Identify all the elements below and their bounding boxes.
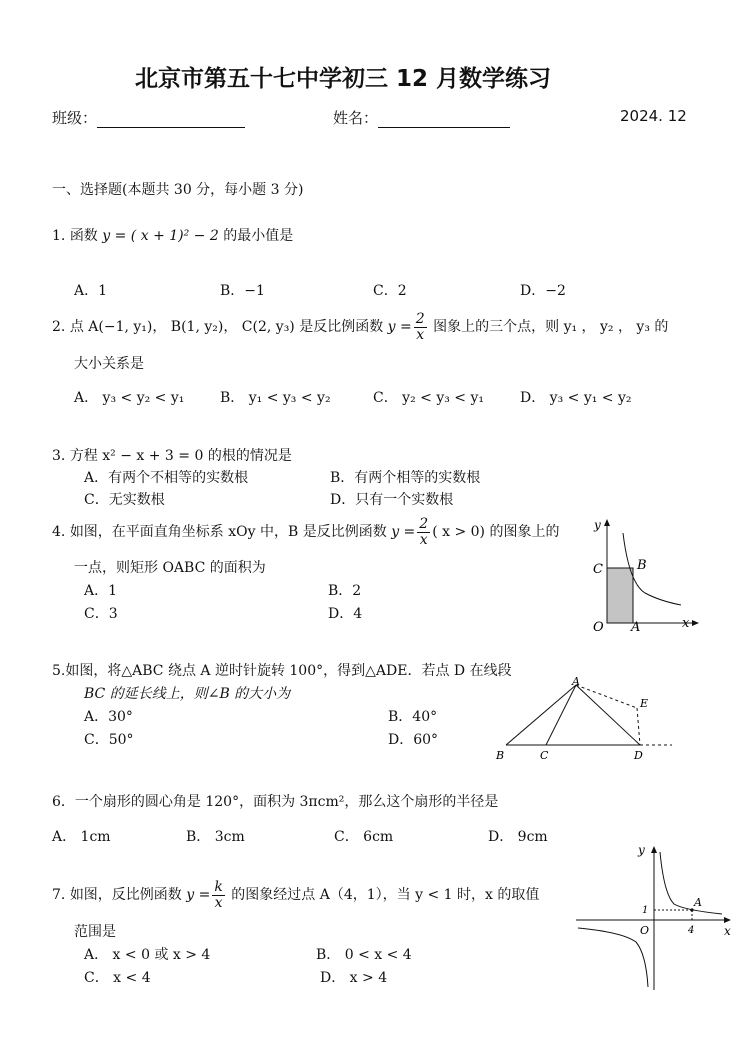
q7-curve-q1	[660, 852, 722, 914]
q1-formula: y = ( x + 1)² − 2	[102, 228, 219, 244]
q7-line2: 范围是	[74, 924, 116, 940]
name-label: 姓名：	[333, 109, 379, 127]
q7-frac-den: x	[214, 894, 223, 911]
q4-option-c[interactable]: C．3	[84, 606, 118, 622]
q3-option-c[interactable]: C．无实数根	[84, 492, 165, 508]
section-heading: 一、选择题(本题共 30 分，每小题 3 分)	[52, 182, 304, 198]
class-blank[interactable]	[97, 113, 245, 128]
q4-rectangle-oabc	[607, 568, 633, 623]
q4-option-d[interactable]: D．4	[328, 606, 363, 622]
q5-figure	[490, 675, 680, 767]
q5-option-c[interactable]: C．50°	[84, 732, 134, 748]
q4-option-a[interactable]: A．1	[84, 583, 118, 599]
q7-label-y: y	[638, 843, 645, 857]
q4-frac-num: 2	[419, 515, 429, 532]
q7-label-one: 1	[642, 905, 649, 916]
q5-label-d: D	[634, 749, 643, 762]
q2-option-b[interactable]: B． y₁ < y₃ < y₂	[220, 390, 331, 406]
q4-figure	[585, 515, 705, 637]
q4-label-b: B	[637, 558, 647, 573]
q1-suffix: 的最小值是	[223, 228, 294, 244]
q2-func-lhs: y =	[387, 319, 412, 335]
q4-y-arrow	[604, 519, 610, 526]
question-2-stem	[52, 310, 668, 344]
q7-option-b[interactable]: B． 0 < x < 4	[316, 947, 412, 963]
q7-label-x: x	[724, 924, 731, 938]
q6-option-b[interactable]: B． 3cm	[186, 829, 245, 845]
q2-points: 点 A(−1, y₁)， B(1, y₂)， C(2, y₃)	[69, 319, 295, 335]
class-label: 班级：	[52, 109, 98, 127]
q2-number: 2.	[52, 319, 66, 335]
q4-line2: 一点，则矩形 OABC 的面积为	[74, 560, 266, 576]
question-6-stem: 6．一个扇形的圆心角是 120°，面积为 3πcm²，那么这个扇形的半径是	[52, 794, 499, 810]
q7-curve-q3	[578, 928, 648, 987]
q7-option-d[interactable]: D． x > 4	[320, 970, 388, 986]
q6-option-c[interactable]: C． 6cm	[334, 829, 394, 845]
q1-number: 1.	[52, 228, 66, 244]
q5-label-b: B	[496, 749, 505, 762]
exam-date: 2024. 12	[620, 107, 687, 125]
q7-label-o: O	[640, 924, 650, 937]
q1-prefix: 函数	[69, 228, 98, 244]
q7-x-arrow	[724, 917, 731, 923]
q3-stem: 方程 x² − x + 3 = 0 的根的情况是	[69, 448, 292, 464]
q3-number: 3.	[52, 448, 66, 464]
q2-middle: 是反比例函数	[299, 319, 384, 335]
q5-line2: BC 的延长线上，则∠B 的大小为	[84, 686, 291, 702]
q4-label-y: y	[594, 518, 601, 532]
q1-option-a[interactable]: A．1	[74, 283, 108, 299]
q5-option-d[interactable]: D．60°	[388, 732, 439, 748]
q4-fraction	[417, 517, 430, 548]
q4-option-b[interactable]: B．2	[328, 583, 362, 599]
q2-option-d[interactable]: D． y₃ < y₁ < y₂	[520, 390, 632, 406]
q7-frac-num: k	[214, 878, 223, 895]
page-title: 北京市第五十七中学初三 12 月数学练习	[135, 66, 552, 92]
q4-frac-den: x	[419, 531, 428, 548]
class-field	[52, 107, 245, 128]
q1-option-b[interactable]: B．−1	[220, 283, 265, 299]
q2-line2: 大小关系是	[74, 356, 144, 372]
q6-option-d[interactable]: D． 9cm	[488, 829, 548, 845]
q5-segment-ab	[506, 685, 576, 745]
question-4-stem	[52, 515, 559, 549]
q2-frac-den: x	[416, 326, 425, 343]
q7-y-arrow	[651, 846, 657, 853]
q2-frac-num: 2	[415, 310, 425, 327]
q7-fraction	[212, 880, 224, 911]
q4-stem-a: 如图，在平面直角坐标系 xOy 中，B 是反比例函数	[69, 524, 387, 540]
q5-label-e: E	[640, 697, 649, 710]
q7-option-c[interactable]: C． x < 4	[84, 970, 151, 986]
question-5-stem: 5.如图，将△ABC 绕点 A 逆时针旋转 100°，得到△ADE．若点 D 在线段	[52, 663, 512, 679]
q7-label-four: 4	[688, 925, 695, 936]
q7-stem-b: 的图象经过点 A（4，1），当 y < 1 时，x 的取值	[231, 887, 540, 903]
q5-option-a[interactable]: A．30°	[84, 709, 133, 725]
q4-number: 4.	[52, 524, 66, 540]
q7-label-a: A	[694, 896, 702, 909]
q2-option-c[interactable]: C． y₂ < y₃ < y₁	[373, 390, 484, 406]
q4-stem-b: ( x > 0) 的图象上的	[432, 524, 560, 540]
q5-label-a: A	[572, 675, 580, 688]
q5-option-b[interactable]: B．40°	[388, 709, 438, 725]
q6-option-a[interactable]: A． 1cm	[52, 829, 111, 845]
question-1-stem	[52, 225, 293, 245]
q5-label-c: C	[540, 749, 549, 762]
q7-func-lhs: y =	[186, 887, 211, 903]
name-blank[interactable]	[378, 113, 510, 128]
q5-segment-ad	[576, 685, 640, 745]
q7-number: 7.	[52, 887, 66, 903]
q5-segment-ac	[546, 685, 576, 745]
q4-label-c: C	[593, 562, 603, 577]
q5-segment-ae	[576, 685, 637, 708]
q2-fraction	[414, 312, 427, 343]
q3-option-d[interactable]: D．只有一个实数根	[330, 492, 454, 508]
q2-after: 图象上的三个点，则 y₁ ， y₂ ， y₃ 的	[433, 319, 669, 335]
q7-stem-a: 如图，反比例函数	[69, 887, 182, 903]
q2-option-a[interactable]: A． y₃ < y₂ < y₁	[74, 390, 185, 406]
q4-label-a: A	[631, 620, 641, 635]
name-field	[333, 107, 510, 128]
q4-x-arrow	[692, 620, 699, 626]
q1-option-c[interactable]: C．2	[373, 283, 407, 299]
q4-label-o: O	[593, 620, 604, 635]
q7-option-a[interactable]: A． x < 0 或 x > 4	[84, 947, 211, 963]
q4-func-lhs: y =	[391, 524, 416, 540]
q3-option-a[interactable]: A．有两个不相等的实数根	[84, 470, 249, 486]
q4-label-x: x	[682, 616, 690, 631]
q7-figure	[572, 842, 737, 994]
q5-segment-ed	[637, 708, 640, 745]
question-7-stem	[52, 878, 539, 912]
q3-option-b[interactable]: B．有两个相等的实数根	[330, 470, 481, 486]
question-3-stem	[52, 445, 292, 465]
q1-option-d[interactable]: D．−2	[520, 283, 566, 299]
